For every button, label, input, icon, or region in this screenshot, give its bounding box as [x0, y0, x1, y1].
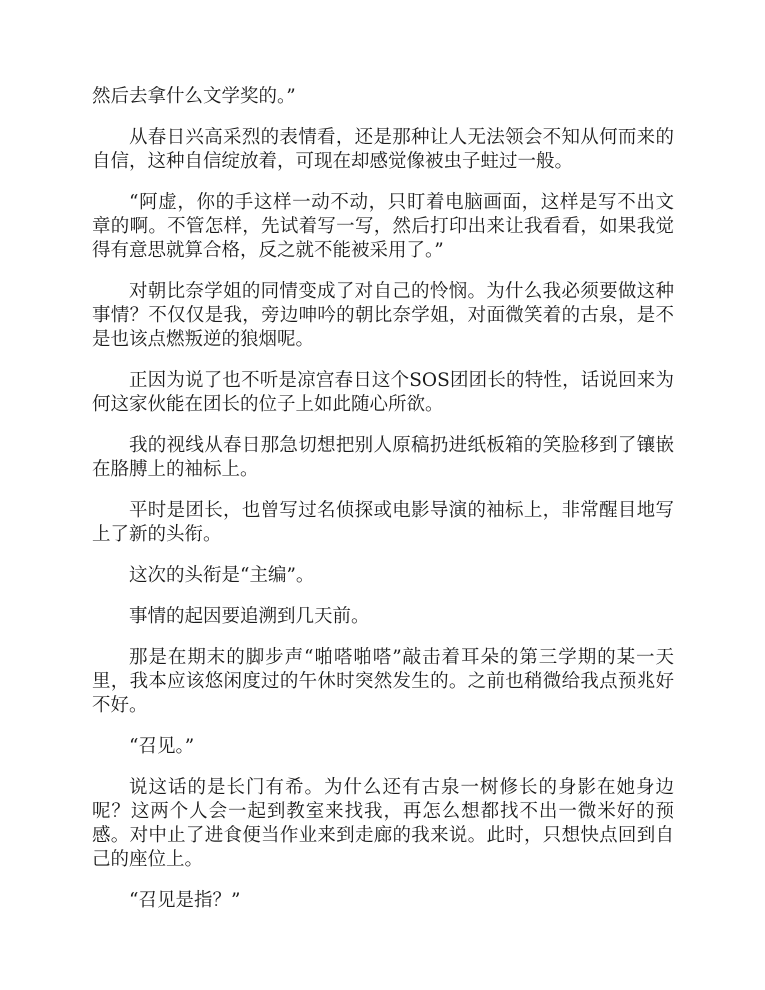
text-column — [92, 85, 674, 930]
paragraph: 对朝比奈学姐的同情变成了对自己的怜悯。为什么我必须要做这种事情？不仅仅是我，旁边呻吟的朝比奈学姐，对面微笑着的古泉，是不是也该点燃叛逆的狼烟呢。 — [92, 281, 674, 350]
paragraph: “阿虚，你的手这样一动不动，只盯着电脑画面，这样是写不出文章的啊。不管怎样，先试着写一写，然后打印出来让我看看，如果我觉得有意思就算合格，反之就不能被采用了。” — [92, 192, 674, 261]
paragraph: 这次的头衔是“主编”。 — [129, 565, 315, 586]
paragraph: “召见是指？” — [129, 890, 241, 911]
paragraph: “召见。” — [129, 736, 195, 757]
paragraph: 然后去拿什么文学奖的。” — [92, 86, 296, 107]
paragraph: 平时是团长，也曾写过名侦探或电影导演的袖标上，非常醒目地写上了新的头衔。 — [92, 500, 674, 545]
paragraph: 我的视线从春日那急切想把别人原稿扔进纸板箱的笑脸移到了镶嵌在胳膊上的袖标上。 — [92, 435, 674, 480]
paragraph: 从春日兴高采烈的表情看，还是那种让人无法领会不知从何而来的自信，这种自信绽放着，可现在却感觉像被虫子蛀过一般。 — [92, 127, 674, 172]
paragraph: 那是在期末的脚步声“啪嗒啪嗒”敲击着耳朵的第三学期的某一天里，我本应该悠闲度过的午休时突然发生的。之前也稍微给我点预兆好不好。 — [92, 647, 674, 716]
paragraph: 说这话的是长门有希。为什么还有古泉一树修长的身影在她身边呢？这两个人会一起到教室来找我，再怎么想都找不出一微米好的预感。对中止了进食便当作业来到走廊的我来说。此时，只想快点回到自己的座位上。 — [92, 777, 674, 870]
paragraph: 正因为说了也不听是凉宫春日这个SOS团团长的特性，话说回来为何这家伙能在团长的位子上如此随心所欲。 — [92, 370, 674, 415]
paragraph: 事情的起因要追溯到几天前。 — [129, 606, 370, 627]
